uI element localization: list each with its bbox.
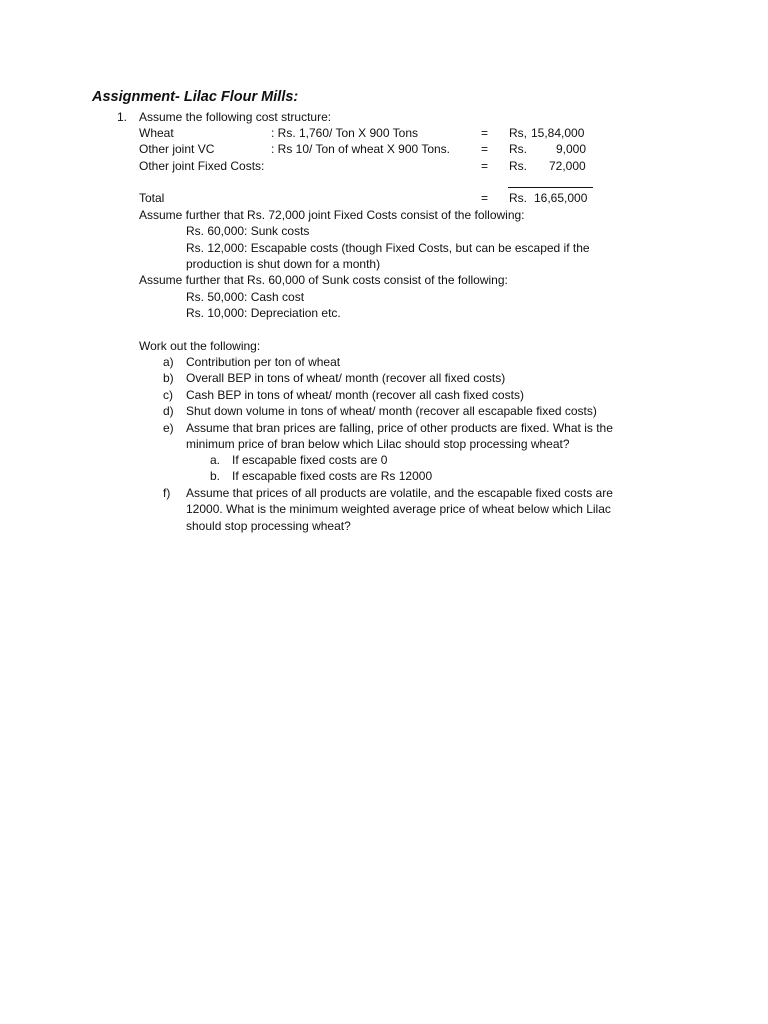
task-label: d)	[163, 404, 174, 418]
cost-row-equals: =	[481, 159, 489, 173]
task-text: minimum price of bran below which Lilac should stop processing wheat?	[186, 437, 570, 451]
fixed-cost-item: Rs. 12,000: Escapable costs (though Fixed Costs, but can be escaped if the	[186, 241, 590, 255]
cost-structure-intro: Assume the following cost structure:	[139, 110, 332, 124]
cost-row-label: Other joint VC	[139, 142, 215, 156]
task-text: Assume that bran prices are falling, price of other products are fixed. What is the	[186, 421, 613, 435]
cost-row-label: Other joint Fixed Costs:	[139, 159, 265, 173]
task-text: 12000. What is the minimum weighted average price of wheat below which Lilac	[186, 502, 611, 516]
total-currency: Rs.	[509, 191, 527, 205]
task-label: f)	[163, 486, 171, 500]
subtask-text: If escapable fixed costs are 0	[232, 453, 388, 467]
task-text: Assume that prices of all products are volatile, and the escapable fixed costs are	[186, 486, 613, 500]
total-equals: =	[481, 191, 489, 205]
subtask-label: b.	[210, 469, 221, 483]
task-text: should stop processing wheat?	[186, 519, 351, 533]
subtask-text: If escapable fixed costs are Rs 12000	[232, 469, 433, 483]
task-text: Shut down volume in tons of wheat/ month (recover all escapable fixed costs)	[186, 404, 597, 418]
cost-row-amount: 72,000	[549, 159, 586, 173]
cost-row-detail: : Rs 10/ Ton of wheat X 900 Tons.	[271, 142, 451, 156]
cost-row-equals: =	[481, 126, 489, 140]
subtask-label: a.	[210, 453, 221, 467]
cost-row-currency: Rs.	[509, 159, 527, 173]
task-text: Cash BEP in tons of wheat/ month (recover all cash fixed costs)	[186, 388, 524, 402]
sunk-costs-intro: Assume further that Rs. 60,000 of Sunk costs consist of the following:	[139, 273, 508, 287]
task-text: Overall BEP in tons of wheat/ month (recover all fixed costs)	[186, 371, 506, 385]
sunk-cost-item: Rs. 50,000: Cash cost	[186, 290, 305, 304]
question-number: 1.	[117, 110, 128, 124]
cost-row-label: Wheat	[139, 126, 174, 140]
total-label: Total	[139, 191, 165, 205]
task-label: e)	[163, 421, 174, 435]
fixed-cost-item: production is shut down for a month)	[186, 257, 381, 271]
cost-row-currency: Rs,	[509, 126, 527, 140]
task-label: c)	[163, 388, 173, 402]
total-amount: 16,65,000	[534, 191, 588, 205]
task-label: b)	[163, 371, 174, 385]
sunk-cost-item: Rs. 10,000: Depreciation etc.	[186, 306, 341, 320]
cost-row-amount: 15,84,000	[531, 126, 585, 140]
fixed-costs-intro: Assume further that Rs. 72,000 joint Fixed Costs consist of the following:	[139, 208, 525, 222]
cost-row-equals: =	[481, 142, 489, 156]
cost-row-detail: : Rs. 1,760/ Ton X 900 Tons	[271, 126, 418, 140]
fixed-cost-item: Rs. 60,000: Sunk costs	[186, 224, 310, 238]
task-text: Contribution per ton of wheat	[186, 355, 341, 369]
cost-row-amount: 9,000	[556, 142, 587, 156]
cost-row-currency: Rs.	[509, 142, 527, 156]
total-underline	[508, 187, 593, 188]
work-intro: Work out the following:	[139, 339, 261, 353]
document-title: Assignment- Lilac Flour Mills:	[92, 89, 299, 105]
task-label: a)	[163, 355, 174, 369]
